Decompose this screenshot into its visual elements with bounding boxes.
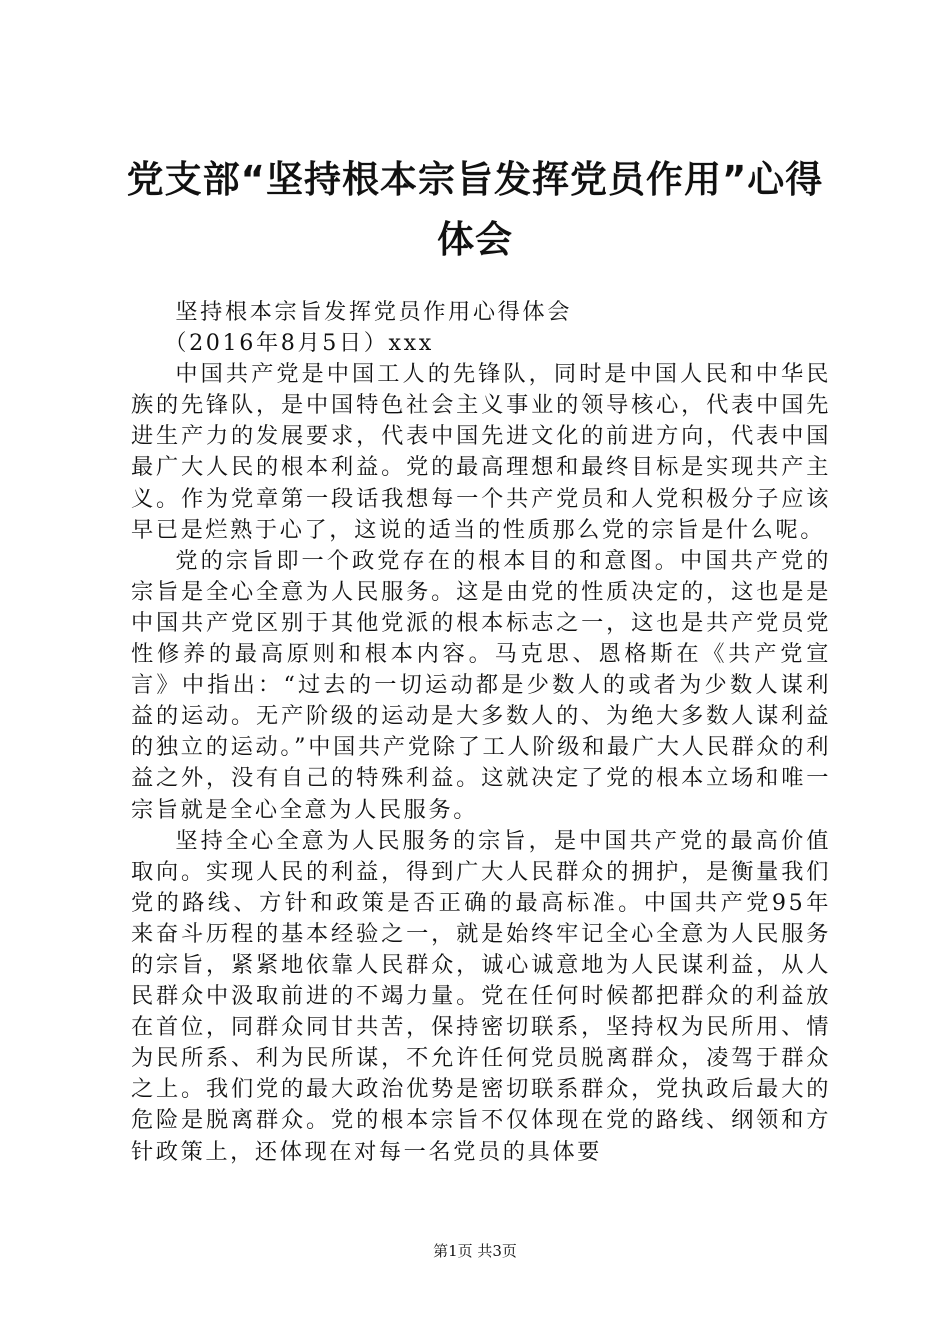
page-number-footer: 第1页 共3页 — [433, 1242, 517, 1260]
document-title: 党支部“坚持根本宗旨发挥党员作用”心得体会 — [126, 158, 824, 261]
date-author-line: （2016年8月5日）xxx — [164, 330, 434, 357]
document-body — [131, 297, 831, 1168]
paragraph-2: 党的宗旨即一个政党存在的根本目的和意图。中国共产党的宗旨是全心全意为人民服务。这是由党的性质决定的，这也是是中国共产党区别于其他党派的根本标志之一，这也是共产党员党性修养的最高原则和根本内容。马克思、恩格斯在《共产党宣言》中指出：“过去的一切运动都是少数人的或者为少数人谋利益的运动。无产阶级的运动是大多数人的、为绝大多数人谋利益的独立的运动。”中国共产党除了工人阶级和最广大人民群众的利益之外，没有自己的特殊利益。这就决定了党的根本立场和唯一宗旨就是全心全意为人民服务。 — [131, 547, 831, 823]
document-subtitle: 坚持根本宗旨发挥党员作用心得体会 — [175, 299, 572, 325]
paragraph-3: 坚持全心全意为人民服务的宗旨，是中国共产党的最高价值取向。实现人民的利益，得到广大人民群众的拥护，是衡量我们党的路线、方针和政策是否正确的最高标准。中国共产党95年来奋斗历程的基本经验之一，就是始终牢记全心全意为人民服务的宗旨，紧紧地依靠人民群众，诚心诚意地为人民谋利益，从人民群众中汲取前进的不竭力量。党在任何时候都把群众的利益放在首位，同群众同甘共苦，保持密切联系，坚持权为民所用、情为民所系、利为民所谋，不允许任何党员脱离群众，凌驾于群众之上。我们党的最大政治优势是密切联系群众，党执政后最大的危险是脱离群众。党的根本宗旨不仅体现在党的路线、纲领和方针政策上，还体现在对每一名党员的具体要 — [131, 827, 831, 1165]
paragraph-1: 中国共产党是中国工人的先锋队，同时是中国人民和中华民族的先锋队，是中国特色社会主义事业的领导核心，代表中国先进生产力的发展要求，代表中国先进文化的前进方向，代表中国最广大人民的根本利益。党的最高理想和最终目标是实现共产主义。作为党章第一段话我想每一个共产党员和人党积极分子应该早已是烂熟于心了，这说的适当的性质那么党的宗旨是什么呢。 — [131, 361, 831, 543]
